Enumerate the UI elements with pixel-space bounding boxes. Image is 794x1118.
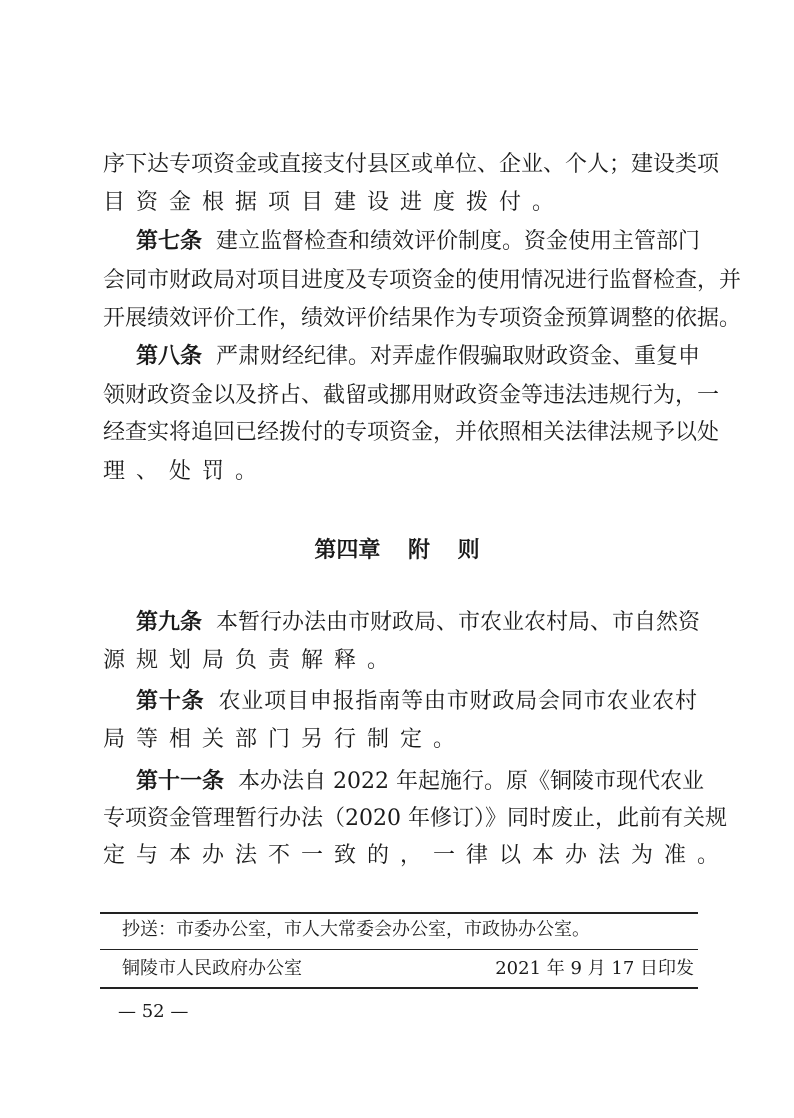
text-line: 领财政资金以及挤占、截留或挪用财政资金等违法违规行为，一 [103, 383, 720, 408]
text-line: 经查实将追回已经拨付的专项资金，并依照相关法律法规予以处 [103, 420, 720, 445]
text-line: 源规划局负责解释。 [103, 648, 401, 673]
article-label: 第七条 [136, 229, 203, 254]
text-line: 专项资金管理暂行办法（2020 年修订）》同时废止，此前有关规 [103, 806, 727, 831]
text-line: 定与本办法不一致的，一律以本办法为准。 [103, 843, 731, 868]
text-line: 本办法自 2022 年起施行。原《铜陵市现代农业 [238, 769, 704, 794]
text-line: 开展绩效评价工作，绩效评价结果作为专项资金预算调整的依据。 [103, 306, 742, 331]
text-line: 理、处罚。 [103, 459, 269, 484]
text-line: 建立监督检查和绩效评价制度。资金使用主管部门 [216, 229, 701, 254]
text-line: 本暂行办法由市财政局、市农业农村局、市自然资 [216, 610, 701, 635]
chapter-heading: 第四章 附 则 [314, 538, 480, 563]
divider [100, 987, 698, 989]
article-label: 第十一条 [136, 769, 225, 794]
text-line: 严肃财经纪律。对弄虚作假骗取财政资金、重复申 [216, 344, 701, 369]
text-line: 会同市财政局对项目进度及专项资金的使用情况进行监督检查，并 [103, 268, 742, 293]
cc-list: 抄送：市委办公室，市人大常委会办公室，市政协办公室。 [122, 919, 590, 940]
article-label: 第八条 [136, 344, 203, 369]
article-label: 第十条 [136, 689, 205, 714]
issuer: 铜陵市人民政府办公室 [122, 958, 302, 979]
text-line: 农业项目申报指南等由市财政局会同市农业农村 [218, 689, 697, 714]
divider [100, 912, 698, 914]
text-line: 序下达专项资金或直接支付县区或单位、企业、个人；建设类项 [103, 152, 720, 177]
issue-date: 2021 年 9 月 17 日印发 [495, 958, 694, 979]
divider [100, 949, 698, 950]
article-label: 第九条 [136, 610, 203, 635]
page-number: — 52 — [118, 1001, 189, 1022]
text-line: 局等相关部门另行制定。 [103, 727, 467, 752]
text-line: 目资金根据项目建设进度拨付。 [103, 190, 566, 215]
